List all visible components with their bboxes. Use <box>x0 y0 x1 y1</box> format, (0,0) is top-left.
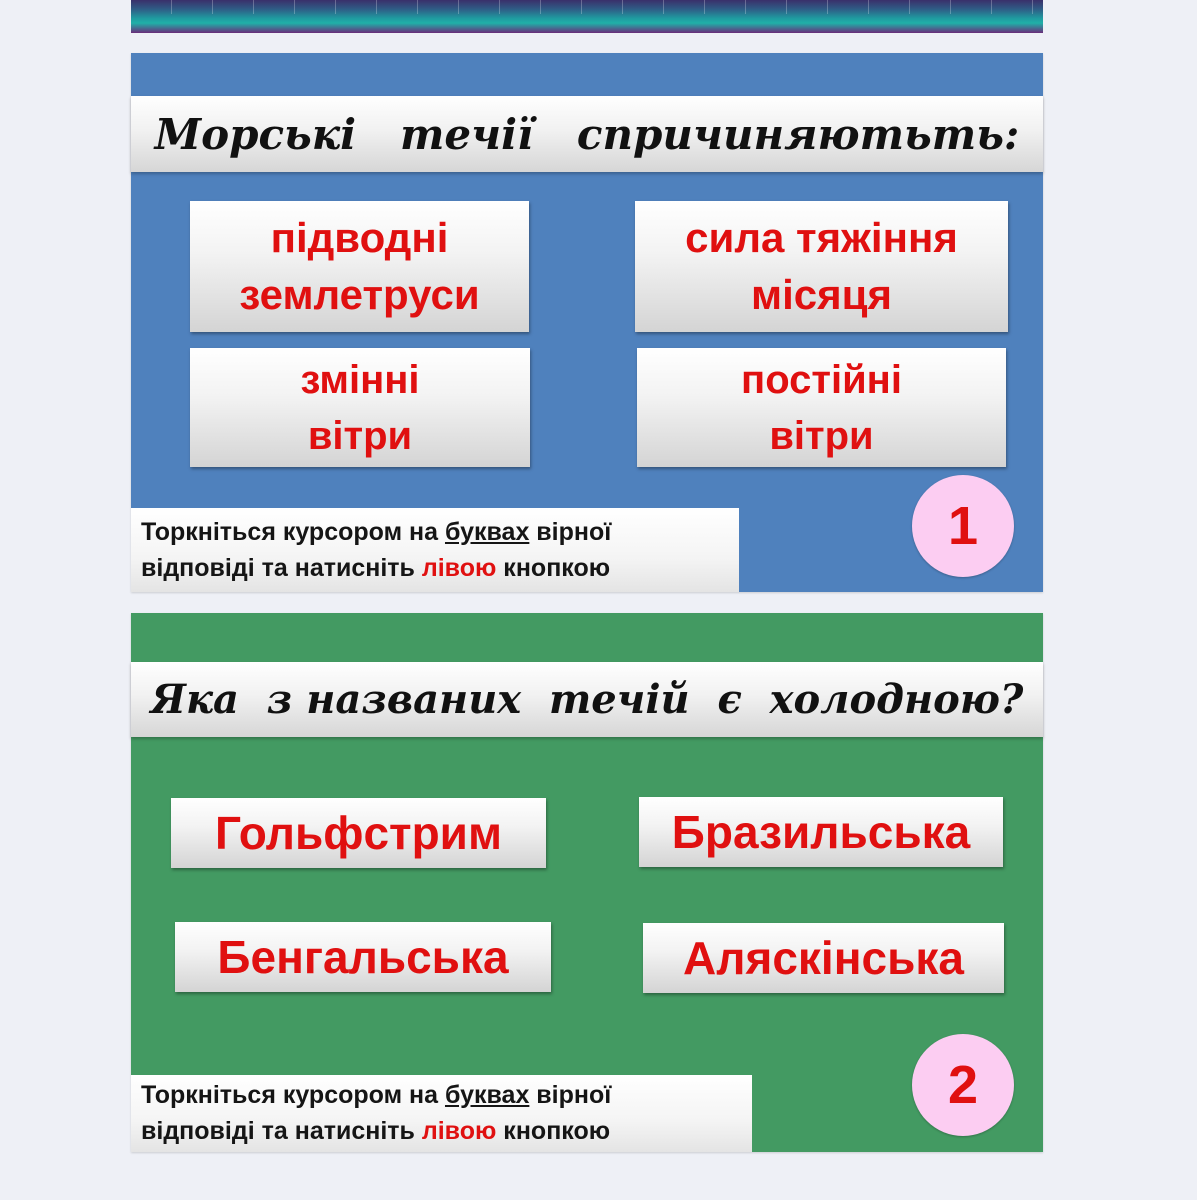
previous-slide-strip <box>131 0 1043 33</box>
instruction-line: Торкніться курсором на буквах вірної <box>141 1081 612 1109</box>
answer-button-bengal[interactable]: Бенгальська <box>175 922 551 992</box>
underlined-word: буквах <box>444 518 530 546</box>
strip-decoration <box>131 0 1043 14</box>
answer-button-alaska[interactable]: Аляскінська <box>643 923 1004 993</box>
answer-button-variable-winds[interactable] <box>190 348 530 467</box>
instruction-line: відповіді та натисніть лівою кнопкою <box>141 554 611 582</box>
slide-2 <box>131 613 1043 1152</box>
answer-line: вітри <box>307 413 413 458</box>
instruction-line: відповіді та натисніть лівою кнопкою <box>141 1117 611 1145</box>
answer-line: вітри <box>769 413 874 458</box>
answer-line: змінні <box>300 357 420 402</box>
answer-button-gulf-stream[interactable]: Гольфстрим <box>171 798 546 868</box>
slide-number-badge: 2 <box>912 1034 1014 1136</box>
instruction-box-1 <box>131 508 739 592</box>
highlighted-word: лівою <box>421 1117 497 1145</box>
answer-button-brazil[interactable]: Бразильська <box>639 797 1003 867</box>
instruction-line: Торкніться курсором на буквах вірної <box>141 518 612 546</box>
instruction-box-2 <box>131 1075 752 1152</box>
answer-button-moon-gravity[interactable] <box>635 201 1008 332</box>
answer-button-underwater-earthquakes[interactable] <box>190 201 529 332</box>
answer-line: підводні <box>270 213 449 261</box>
answer-button-constant-winds[interactable] <box>637 348 1006 467</box>
answer-line: місяця <box>751 270 892 318</box>
question-title-1: Морські течії спричиняютьть: <box>131 96 1043 172</box>
slide-number-badge: 1 <box>912 475 1014 577</box>
highlighted-word: лівою <box>421 554 497 582</box>
answer-line: постійні <box>741 357 902 402</box>
question-title-2: Яка з названих течій є холодною? <box>131 662 1043 737</box>
underlined-word: буквах <box>444 1081 530 1109</box>
answer-line: землетруси <box>239 270 480 318</box>
answer-line: сила тяжіння <box>685 213 958 261</box>
slide-1 <box>131 53 1043 592</box>
